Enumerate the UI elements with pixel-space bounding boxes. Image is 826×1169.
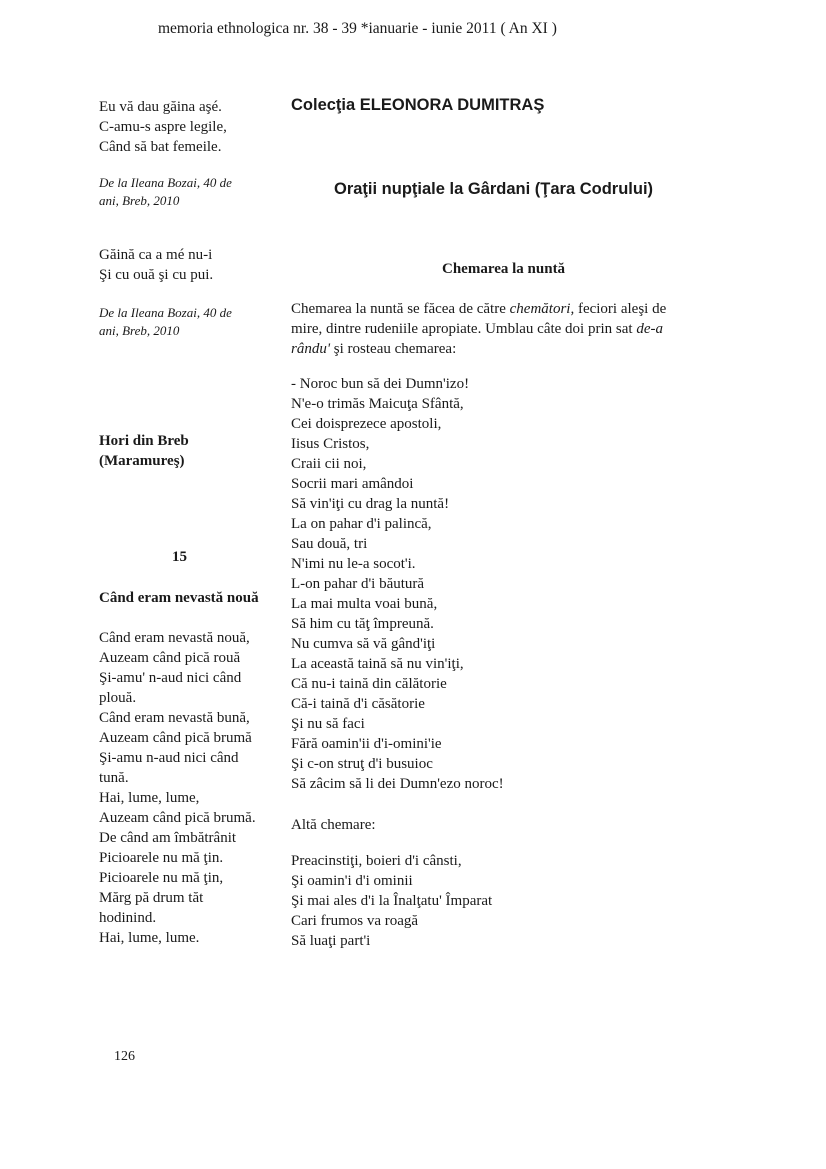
page-number: 126 [114,1049,135,1064]
source-note-1 [99,174,269,210]
lyric-line: Şi-amu' n-aud nici când [99,670,242,686]
verse-line: Socrii mari amândoi [291,476,414,492]
verse-line: Iisus Cristos, [291,436,370,452]
lyric-line: Când eram nevastă bună, [99,710,250,726]
verse-line: L-on pahar d'i băutură [291,576,425,592]
verse-line: Să zâcim să li dei Dumn'ezo noroc! [291,776,504,792]
song-title: Când eram nevastă nouă [99,590,259,606]
song-lyrics [99,628,269,948]
section-title-line: Hori din Breb [99,433,189,449]
verse-line: La mai multa voai bună, [291,596,438,612]
lyric-line: Auzeam când pică brumă [99,730,252,746]
verse-line: Şi oamin'i d'i ominii [291,873,413,889]
verse-line: Fără oamin'ii d'i-omini'ie [291,736,442,752]
verse-line: N'imi nu le-a socot'i. [291,556,416,572]
collection-title: Colecţia ELEONORA DUMITRAŞ [291,96,545,114]
source-note-2 [99,304,269,340]
alt-chemare-label: Altă chemare: [291,817,376,833]
verse-line: Găină ca a mé nu-i [99,247,213,263]
lyric-line: Şi-amu n-aud nici când [99,750,239,766]
verse-line: N'e-o trimăs Maicuţa Sfântă, [291,396,464,412]
lyric-line: Când eram nevastă nouă, [99,630,250,646]
source-line: ani, Breb, 2010 [99,323,180,338]
lyric-line: Picioarele nu mă ţin, [99,870,224,886]
running-header: memoria ethnologica nr. 38 - 39 *ianuarie - iunie 2011 ( An XI ) [158,20,557,37]
section-title-line: (Maramureş) [99,453,185,469]
lyric-line: Hai, lume, lume. [99,930,200,946]
lyric-line: tună. [99,770,129,786]
section-title [99,431,269,471]
verse-line: Să him cu tăţ împreună. [291,616,434,632]
verse-fragment-1 [99,97,269,157]
lyric-line: Hai, lume, lume, [99,790,200,806]
verse-line: Că nu-i taină din călătorie [291,676,447,692]
subtitle: Chemarea la nuntă [442,261,566,277]
verse-line: Şi mai ales d'i la Înalţatu' Împarat [291,893,493,909]
lyric-line: Auzeam când pică brumă. [99,810,256,826]
verse-line: Că-i taină d'i căsătorie [291,696,425,712]
verse-line: Sau două, tri [291,536,368,552]
verse-line: Eu vă dau găina aşé. [99,99,222,115]
alt-chemare-verse [291,851,711,951]
verse-line: C-amu-s aspre legile, [99,119,227,135]
verse-line: Şi nu să faci [291,716,365,732]
verse-line: Cei doisprezece apostoli, [291,416,442,432]
verse-line: Şi cu ouă şi cu pui. [99,267,214,283]
lyric-line: hodinind. [99,910,157,926]
verse-line: Preacinstiţi, boieri d'i cânsti, [291,853,462,869]
lyric-line: plouă. [99,690,137,706]
verse-line: Când să bat femeile. [99,139,222,155]
verse-line: - Noroc bun să dei Dumn'izo! [291,376,470,392]
verse-line: La on pahar d'i palincă, [291,516,432,532]
source-line: De la Ileana Bozai, 40 de [99,305,232,320]
verse-line: Cari frumos va roagă [291,913,419,929]
source-line: De la Ileana Bozai, 40 de [99,175,232,190]
chemare-verse [291,374,711,794]
verse-line: La această taină să nu vin'iţi, [291,656,464,672]
verse-line: Nu cumva să vă gând'iţi [291,636,436,652]
verse-line: Să luaţi part'i [291,933,371,949]
verse-line: Să vin'iţi cu drag la nuntă! [291,496,450,512]
song-number: 15 [172,549,187,565]
verse-line: Craii cii noi, [291,456,367,472]
verse-line: Şi c-on struţ d'i busuioc [291,756,433,772]
lyric-line: Mărg pă drum tăt [99,890,204,906]
source-line: ani, Breb, 2010 [99,193,180,208]
main-title: Oraţii nupţiale la Gârdani (Ţara Codrului) [334,180,654,198]
verse-fragment-2 [99,245,269,285]
lyric-line: Picioarele nu mă ţin. [99,850,224,866]
lyric-line: Auzeam când pică rouă [99,650,241,666]
intro-paragraph: Chemarea la nuntă se făcea de către chemători, feciori aleşi de mire, dintre rudeniile apropiate. Umblau câte doi prin sat de-a rându' şi rosteau chemarea: [291,301,667,357]
lyric-line: De când am îmbătrânit [99,830,237,846]
